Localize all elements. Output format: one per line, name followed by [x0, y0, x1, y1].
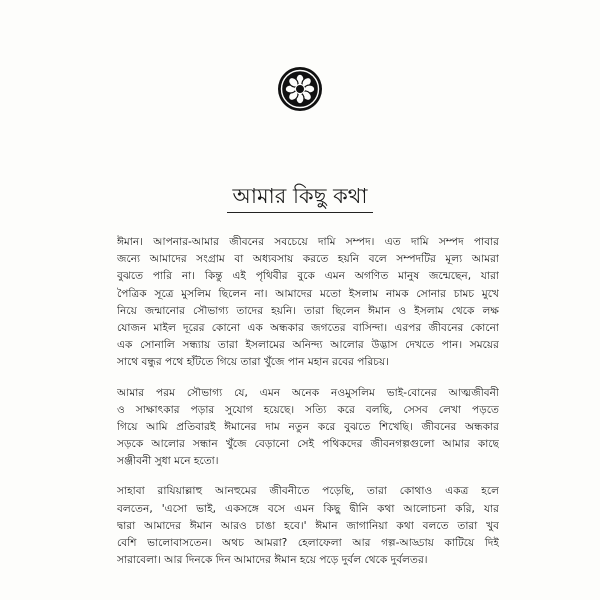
text-line: গিয়ে আমি প্রতিবারই ঈমানের দাম নতুন করে বুঝতে শিখেছি। জীবনের অন্ধকার	[117, 420, 499, 433]
text-line: সড়কে আলোর সন্ধান খুঁজে বেড়ানো সেই পথিকদের জীবনগল্পগুলো আমার কাছে	[117, 438, 499, 451]
text-line: আমার পরম সৌভাগ্য যে, এমন অনেক নওমুসলিম ভাই-বোনের আত্মজীবনী	[117, 386, 499, 399]
text-line: ও সাক্ষাৎকার পড়ার সুযোগ হয়েছে। সত্যি করে বলছি, সেসব লেখা পড়তে	[117, 403, 499, 416]
text-line: যোজন মাইল দূরের কোনো এক অন্ধকার জগতের বাসিন্দা। এরপর জীবনের কোনো	[117, 321, 499, 334]
text-line: সারাবেলা। আর দিনকে দিন আমাদের ঈমান হয়ে পড়ে দুর্বল থেকে দুর্বলতর।	[117, 554, 428, 567]
paragraph-1	[117, 234, 499, 372]
chapter-title: আমার কিছু কথা	[227, 183, 374, 213]
text-line: সাহাবা রাযিয়াল্লাহু আনহুমের জীবনীতে পড়েছি, তারা কোথাও একত্র হলে	[117, 485, 499, 498]
text-line: বুঝতে পারি না। কিন্তু এই পৃথিবীর বুকে এমন অগণিত মানুষ জন্মেছেন, যারা	[117, 270, 499, 283]
text-line: দ্বারা আমাদের ঈমান আরও চাঙা হবে।' ঈমান জাগানিয়া কথা বলতে তারা খুব	[117, 519, 499, 532]
paragraph-2	[117, 385, 499, 471]
text-line: নিয়ে জন্মানোর সৌভাগ্য তাদের হয়নি। তারা ছিলেন ঈমান ও ইসলাম থেকে লক্ষ	[117, 304, 499, 317]
text-line: বেশি ভালোবাসতেন। অথচ আমরা? হেলাফেলা আর গল্প-আড্ডায় কাটিয়ে দিই	[117, 537, 499, 549]
body-text	[117, 234, 499, 582]
chapter-title-container	[0, 183, 600, 213]
paragraph-3	[117, 483, 499, 569]
text-line: ঈমান। আপনার-আমার জীবনের সবচেয়ে দামি সম্পদ। এত দামি সম্পদ পাবার	[117, 236, 499, 248]
text-line: এক সোনালি সন্ধ্যায় তারা ইসলামের অনিন্দ্য আলোর উদ্ভাস দেখতে পান। সময়ের	[117, 339, 499, 352]
text-line: সাথে বন্ধুর পথে হাঁটতে গিয়ে তারা খুঁজে পান মহান রবের পরিচয়।	[117, 356, 390, 369]
text-line: সঞ্জীবনী সুধা মনে হতো।	[117, 455, 219, 468]
text-line: বলতেন, 'এসো ভাই, একসঙ্গে বসে এমন কিছু দ্বীনি কথা আলোচনা করি, যার	[117, 502, 499, 515]
text-line: পৈত্রিক সূত্রে মুসলিম ছিলেন না। আমাদের মতো ইসলাম নামক সোনার চামচ মুখে	[117, 287, 499, 300]
text-line: জন্যে আমাদের সংগ্রাম বা অধ্যবসায় করতে হয়নি বলে সম্পদটির মূল্য আমরা	[117, 253, 499, 266]
flower-ornament-icon	[277, 66, 323, 112]
